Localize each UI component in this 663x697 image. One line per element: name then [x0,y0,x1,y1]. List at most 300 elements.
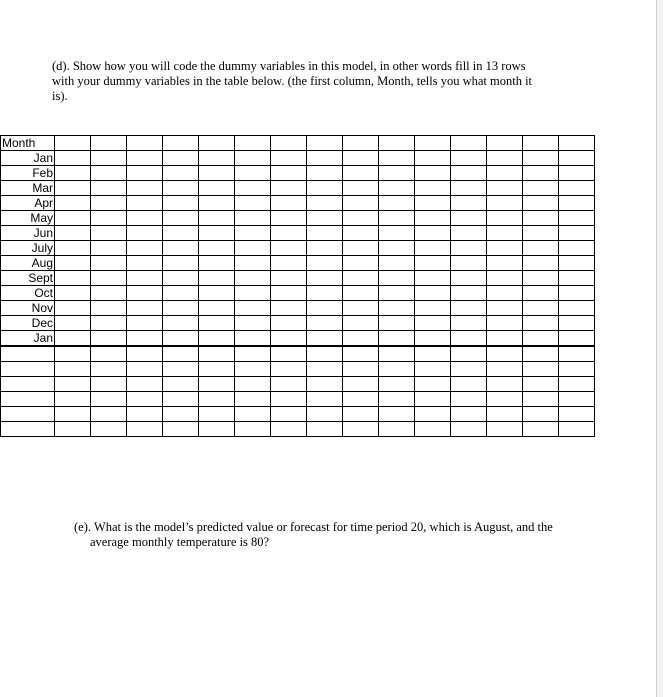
dummy-variable-cell[interactable] [307,166,343,181]
dummy-variable-cell[interactable] [55,392,91,407]
dummy-variable-cell[interactable] [415,166,451,181]
dummy-variable-cell[interactable] [307,377,343,392]
dummy-variable-cell[interactable] [343,286,379,301]
dummy-variable-cell[interactable] [127,151,163,166]
dummy-variable-cell[interactable] [91,331,127,347]
dummy-variable-cell[interactable] [415,241,451,256]
dummy-variable-cell[interactable] [55,301,91,316]
dummy-variable-cell[interactable] [559,181,595,196]
dummy-variable-cell[interactable] [307,136,343,151]
dummy-variable-cell[interactable] [271,377,307,392]
dummy-variable-cell[interactable] [235,136,271,151]
dummy-variable-cell[interactable] [451,316,487,331]
dummy-variable-cell[interactable] [415,316,451,331]
dummy-variable-cell[interactable] [307,392,343,407]
dummy-variable-cell[interactable] [451,422,487,437]
dummy-variable-cell[interactable] [307,196,343,211]
dummy-variable-cell[interactable] [199,301,235,316]
dummy-variable-cell[interactable] [487,196,523,211]
dummy-variable-cell[interactable] [91,422,127,437]
dummy-variable-cell[interactable] [559,422,595,437]
month-cell[interactable]: Nov [1,301,55,316]
dummy-variable-cell[interactable] [379,181,415,196]
dummy-variable-cell[interactable] [91,407,127,422]
dummy-variable-cell[interactable] [55,422,91,437]
dummy-variable-cell[interactable] [487,211,523,226]
dummy-variable-cell[interactable] [271,331,307,347]
dummy-variable-cell[interactable] [55,181,91,196]
dummy-variable-cell[interactable] [235,256,271,271]
month-cell[interactable]: Jan [1,331,55,347]
dummy-variable-cell[interactable] [91,271,127,286]
dummy-variable-cell[interactable] [415,226,451,241]
dummy-variable-cell[interactable] [559,377,595,392]
dummy-variable-cell[interactable] [307,422,343,437]
dummy-variable-cell[interactable] [271,422,307,437]
dummy-variable-cell[interactable] [163,181,199,196]
dummy-variable-cell[interactable] [307,346,343,362]
dummy-variable-cell[interactable] [523,407,559,422]
dummy-variable-cell[interactable] [163,331,199,347]
dummy-variable-cell[interactable] [379,407,415,422]
dummy-variable-cell[interactable] [199,181,235,196]
dummy-variable-cell[interactable] [415,346,451,362]
dummy-variable-cell[interactable] [487,256,523,271]
dummy-variable-cell[interactable] [451,377,487,392]
dummy-variable-cell[interactable] [91,377,127,392]
dummy-variable-cell[interactable] [343,316,379,331]
dummy-variable-cell[interactable] [199,211,235,226]
dummy-variable-cell[interactable] [127,226,163,241]
dummy-variable-cell[interactable] [127,181,163,196]
dummy-variable-cell[interactable] [271,392,307,407]
dummy-variable-cell[interactable] [271,241,307,256]
dummy-variable-cell[interactable] [127,362,163,377]
dummy-variable-cell[interactable] [163,301,199,316]
dummy-variable-cell[interactable] [523,151,559,166]
dummy-variable-cell[interactable] [379,136,415,151]
dummy-variable-cell[interactable] [523,196,559,211]
dummy-variable-cell[interactable] [55,151,91,166]
dummy-variable-cell[interactable] [271,196,307,211]
dummy-variable-cell[interactable] [559,241,595,256]
dummy-variable-cell[interactable] [487,271,523,286]
dummy-variable-cell[interactable] [235,362,271,377]
dummy-variable-cell[interactable] [343,256,379,271]
dummy-variable-cell[interactable] [235,407,271,422]
dummy-variable-cell[interactable] [523,271,559,286]
dummy-variable-cell[interactable] [163,316,199,331]
dummy-variable-cell[interactable] [55,226,91,241]
dummy-variable-cell[interactable] [487,181,523,196]
dummy-variable-cell[interactable] [307,226,343,241]
dummy-variable-cell[interactable] [487,286,523,301]
dummy-variable-cell[interactable] [343,346,379,362]
dummy-variable-cell[interactable] [127,241,163,256]
dummy-variable-cell[interactable] [271,407,307,422]
dummy-variable-cell[interactable] [55,241,91,256]
dummy-variable-cell[interactable] [55,211,91,226]
dummy-variable-cell[interactable] [451,136,487,151]
dummy-variable-cell[interactable] [559,362,595,377]
dummy-variable-cell[interactable] [343,407,379,422]
dummy-variable-cell[interactable] [487,377,523,392]
dummy-variable-cell[interactable] [451,271,487,286]
dummy-variable-cell[interactable] [163,346,199,362]
dummy-variable-cell[interactable] [163,211,199,226]
month-cell[interactable] [1,407,55,422]
dummy-variable-cell[interactable] [235,392,271,407]
dummy-variable-cell[interactable] [487,226,523,241]
dummy-variable-cell[interactable] [415,286,451,301]
dummy-variable-cell[interactable] [559,286,595,301]
dummy-variable-cell[interactable] [451,166,487,181]
dummy-variable-cell[interactable] [271,136,307,151]
dummy-variable-cell[interactable] [343,392,379,407]
dummy-variable-cell[interactable] [307,331,343,347]
dummy-variable-cell[interactable] [199,422,235,437]
dummy-variable-cell[interactable] [271,166,307,181]
dummy-variable-cell[interactable] [199,166,235,181]
dummy-variable-cell[interactable] [451,392,487,407]
dummy-variable-cell[interactable] [523,226,559,241]
dummy-variable-cell[interactable] [271,346,307,362]
month-cell[interactable]: Aug [1,256,55,271]
dummy-variable-cell[interactable] [271,226,307,241]
dummy-variable-cell[interactable] [343,226,379,241]
dummy-variable-cell[interactable] [451,241,487,256]
dummy-variable-cell[interactable] [55,166,91,181]
dummy-variable-cell[interactable] [235,316,271,331]
dummy-variable-cell[interactable] [127,196,163,211]
dummy-variable-cell[interactable] [271,316,307,331]
dummy-variable-cell[interactable] [91,166,127,181]
dummy-variable-cell[interactable] [451,181,487,196]
dummy-variable-cell[interactable] [127,392,163,407]
dummy-variable-cell[interactable] [199,226,235,241]
dummy-variable-cell[interactable] [127,271,163,286]
month-cell[interactable]: Feb [1,166,55,181]
dummy-variable-cell[interactable] [199,316,235,331]
dummy-variable-cell[interactable] [559,256,595,271]
dummy-variable-cell[interactable] [379,286,415,301]
dummy-variable-cell[interactable] [235,226,271,241]
dummy-variable-cell[interactable] [91,256,127,271]
dummy-variable-cell[interactable] [451,226,487,241]
dummy-variable-cell[interactable] [379,301,415,316]
dummy-variable-cell[interactable] [487,331,523,347]
dummy-variable-cell[interactable] [91,211,127,226]
dummy-variable-cell[interactable] [523,346,559,362]
dummy-variable-cell[interactable] [343,422,379,437]
dummy-variable-cell[interactable] [127,166,163,181]
dummy-variable-cell[interactable] [55,286,91,301]
dummy-variable-cell[interactable] [199,286,235,301]
month-cell[interactable] [1,422,55,437]
dummy-variable-cell[interactable] [379,151,415,166]
dummy-variable-cell[interactable] [91,151,127,166]
dummy-variable-cell[interactable] [379,226,415,241]
dummy-variable-cell[interactable] [163,271,199,286]
dummy-variable-cell[interactable] [343,136,379,151]
dummy-variable-cell[interactable] [523,392,559,407]
dummy-variable-cell[interactable] [307,286,343,301]
dummy-variable-cell[interactable] [415,151,451,166]
dummy-variable-cell[interactable] [127,377,163,392]
dummy-variable-cell[interactable] [343,331,379,347]
dummy-variable-cell[interactable] [163,392,199,407]
dummy-variable-cell[interactable] [451,362,487,377]
dummy-variable-cell[interactable] [487,346,523,362]
dummy-variable-cell[interactable] [199,196,235,211]
dummy-variable-cell[interactable] [451,286,487,301]
dummy-variable-cell[interactable] [307,181,343,196]
dummy-variable-cell[interactable] [523,362,559,377]
dummy-variable-cell[interactable] [379,196,415,211]
dummy-variable-cell[interactable] [91,286,127,301]
dummy-variable-cell[interactable] [91,392,127,407]
dummy-variable-cell[interactable] [523,181,559,196]
dummy-variable-cell[interactable] [199,136,235,151]
dummy-variable-cell[interactable] [343,241,379,256]
dummy-variable-cell[interactable] [127,256,163,271]
dummy-variable-cell[interactable] [199,256,235,271]
dummy-variable-cell[interactable] [235,422,271,437]
dummy-variable-cell[interactable] [235,377,271,392]
dummy-variable-cell[interactable] [235,196,271,211]
dummy-variable-cell[interactable] [271,301,307,316]
dummy-variable-cell[interactable] [235,241,271,256]
month-cell[interactable]: July [1,241,55,256]
dummy-variable-cell[interactable] [235,151,271,166]
dummy-variable-cell[interactable] [235,211,271,226]
dummy-variable-cell[interactable] [235,346,271,362]
dummy-variable-cell[interactable] [487,422,523,437]
dummy-variable-cell[interactable] [55,316,91,331]
dummy-variable-cell[interactable] [271,181,307,196]
dummy-variable-cell[interactable] [523,166,559,181]
dummy-variable-cell[interactable] [487,316,523,331]
dummy-variable-cell[interactable] [235,331,271,347]
dummy-variable-cell[interactable] [451,407,487,422]
month-cell[interactable]: Apr [1,196,55,211]
month-cell[interactable]: May [1,211,55,226]
dummy-variable-cell[interactable] [523,256,559,271]
dummy-variable-cell[interactable] [127,286,163,301]
dummy-variable-cell[interactable] [559,407,595,422]
dummy-variable-cell[interactable] [379,211,415,226]
dummy-variable-cell[interactable] [91,362,127,377]
dummy-variable-cell[interactable] [55,256,91,271]
dummy-variable-cell[interactable] [523,286,559,301]
dummy-variable-cell[interactable] [199,331,235,347]
dummy-variable-cell[interactable] [271,362,307,377]
dummy-variable-cell[interactable] [127,331,163,347]
dummy-variable-cell[interactable] [343,271,379,286]
dummy-variable-cell[interactable] [91,241,127,256]
dummy-variable-cell[interactable] [451,151,487,166]
dummy-variable-cell[interactable] [379,256,415,271]
dummy-variable-cell[interactable] [559,151,595,166]
dummy-variable-cell[interactable] [307,301,343,316]
dummy-variable-cell[interactable] [415,377,451,392]
dummy-variable-cell[interactable] [307,241,343,256]
dummy-variable-cell[interactable] [523,331,559,347]
dummy-variable-cell[interactable] [343,181,379,196]
dummy-variable-cell[interactable] [487,301,523,316]
dummy-variable-cell[interactable] [451,331,487,347]
dummy-variable-cell[interactable] [163,407,199,422]
dummy-variable-cell[interactable] [451,301,487,316]
dummy-variable-cell[interactable] [307,211,343,226]
dummy-variable-cell[interactable] [127,136,163,151]
dummy-variable-cell[interactable] [559,196,595,211]
dummy-variable-cell[interactable] [307,407,343,422]
dummy-variable-cell[interactable] [559,346,595,362]
dummy-variable-cell[interactable] [415,271,451,286]
dummy-variable-cell[interactable] [307,271,343,286]
dummy-variable-cell[interactable] [127,346,163,362]
dummy-variable-cell[interactable] [379,392,415,407]
dummy-variable-cell[interactable] [163,422,199,437]
dummy-variable-cell[interactable] [127,422,163,437]
dummy-variable-cell[interactable] [415,256,451,271]
dummy-variable-cell[interactable] [235,286,271,301]
dummy-variable-cell[interactable] [307,362,343,377]
dummy-variable-cell[interactable] [379,316,415,331]
dummy-variable-cell[interactable] [91,301,127,316]
month-cell[interactable] [1,377,55,392]
dummy-variable-cell[interactable] [415,181,451,196]
dummy-variable-cell[interactable] [415,392,451,407]
dummy-variable-cell[interactable] [55,362,91,377]
dummy-variable-cell[interactable] [307,316,343,331]
dummy-variable-cell[interactable] [415,301,451,316]
dummy-variable-cell[interactable] [523,241,559,256]
dummy-variable-cell[interactable] [451,346,487,362]
dummy-variable-cell[interactable] [91,181,127,196]
dummy-variable-cell[interactable] [379,377,415,392]
dummy-variable-cell[interactable] [199,271,235,286]
dummy-variable-cell[interactable] [199,407,235,422]
dummy-variable-cell[interactable] [271,151,307,166]
dummy-variable-cell[interactable] [451,256,487,271]
dummy-variable-cell[interactable] [415,136,451,151]
dummy-variable-cell[interactable] [163,196,199,211]
month-cell[interactable]: Jun [1,226,55,241]
dummy-variable-cell[interactable] [91,316,127,331]
dummy-variable-cell[interactable] [127,407,163,422]
dummy-variable-cell[interactable] [55,377,91,392]
dummy-variable-cell[interactable] [163,362,199,377]
dummy-variable-cell[interactable] [415,196,451,211]
dummy-variable-cell[interactable] [559,226,595,241]
dummy-variable-cell[interactable] [55,407,91,422]
dummy-variable-cell[interactable] [271,271,307,286]
dummy-variable-cell[interactable] [343,377,379,392]
dummy-variable-cell[interactable] [487,136,523,151]
dummy-variable-cell[interactable] [163,136,199,151]
dummy-variable-cell[interactable] [163,241,199,256]
dummy-variable-cell[interactable] [91,346,127,362]
dummy-variable-cell[interactable] [163,166,199,181]
dummy-variable-cell[interactable] [559,271,595,286]
month-cell[interactable] [1,362,55,377]
dummy-variable-cell[interactable] [379,422,415,437]
dummy-variable-cell[interactable] [343,151,379,166]
dummy-variable-cell[interactable] [451,196,487,211]
dummy-variable-cell[interactable] [199,377,235,392]
dummy-variable-cell[interactable] [163,256,199,271]
dummy-variable-cell[interactable] [163,377,199,392]
dummy-variable-cell[interactable] [199,241,235,256]
dummy-variable-cell[interactable] [55,271,91,286]
dummy-variable-cell[interactable] [343,362,379,377]
dummy-variable-cell[interactable] [415,331,451,347]
dummy-variable-cell[interactable] [55,331,91,347]
dummy-variable-cell[interactable] [487,407,523,422]
dummy-variable-cell[interactable] [379,166,415,181]
dummy-variable-cell[interactable] [559,136,595,151]
dummy-variable-cell[interactable] [235,166,271,181]
month-cell[interactable]: Dec [1,316,55,331]
dummy-variable-cell[interactable] [415,211,451,226]
dummy-variable-cell[interactable] [523,211,559,226]
dummy-variable-cell[interactable] [271,286,307,301]
dummy-variable-cell[interactable] [163,226,199,241]
dummy-variable-cell[interactable] [199,346,235,362]
dummy-variable-cell[interactable] [307,256,343,271]
dummy-variable-cell[interactable] [271,256,307,271]
dummy-variable-cell[interactable] [163,286,199,301]
dummy-variable-cell[interactable] [559,166,595,181]
dummy-variable-cell[interactable] [379,362,415,377]
dummy-variable-cell[interactable] [55,196,91,211]
dummy-variable-cell[interactable] [523,316,559,331]
dummy-variable-cell[interactable] [343,211,379,226]
dummy-variable-cell[interactable] [487,166,523,181]
month-cell[interactable]: Mar [1,181,55,196]
dummy-variable-cell[interactable] [415,422,451,437]
dummy-variable-cell[interactable] [523,422,559,437]
dummy-variable-cell[interactable] [415,407,451,422]
dummy-variable-cell[interactable] [127,316,163,331]
dummy-variable-cell[interactable] [559,331,595,347]
month-cell[interactable]: Oct [1,286,55,301]
dummy-variable-cell[interactable] [415,362,451,377]
dummy-variable-cell[interactable] [379,241,415,256]
dummy-variable-cell[interactable] [235,271,271,286]
dummy-variable-cell[interactable] [379,331,415,347]
dummy-variable-cell[interactable] [127,301,163,316]
dummy-variable-cell[interactable] [127,211,163,226]
dummy-variable-cell[interactable] [379,271,415,286]
dummy-variable-cell[interactable] [199,392,235,407]
dummy-variable-cell[interactable] [199,151,235,166]
dummy-variable-cell[interactable] [91,196,127,211]
dummy-variable-cell[interactable] [559,392,595,407]
dummy-variable-cell[interactable] [343,301,379,316]
dummy-variable-cell[interactable] [271,211,307,226]
dummy-variable-cell[interactable] [343,196,379,211]
dummy-variable-cell[interactable] [487,392,523,407]
dummy-variable-cell[interactable] [91,226,127,241]
dummy-variable-cell[interactable] [523,301,559,316]
dummy-variable-cell[interactable] [379,346,415,362]
dummy-variable-cell[interactable] [559,301,595,316]
month-cell[interactable]: Jan [1,151,55,166]
dummy-variable-cell[interactable] [235,301,271,316]
